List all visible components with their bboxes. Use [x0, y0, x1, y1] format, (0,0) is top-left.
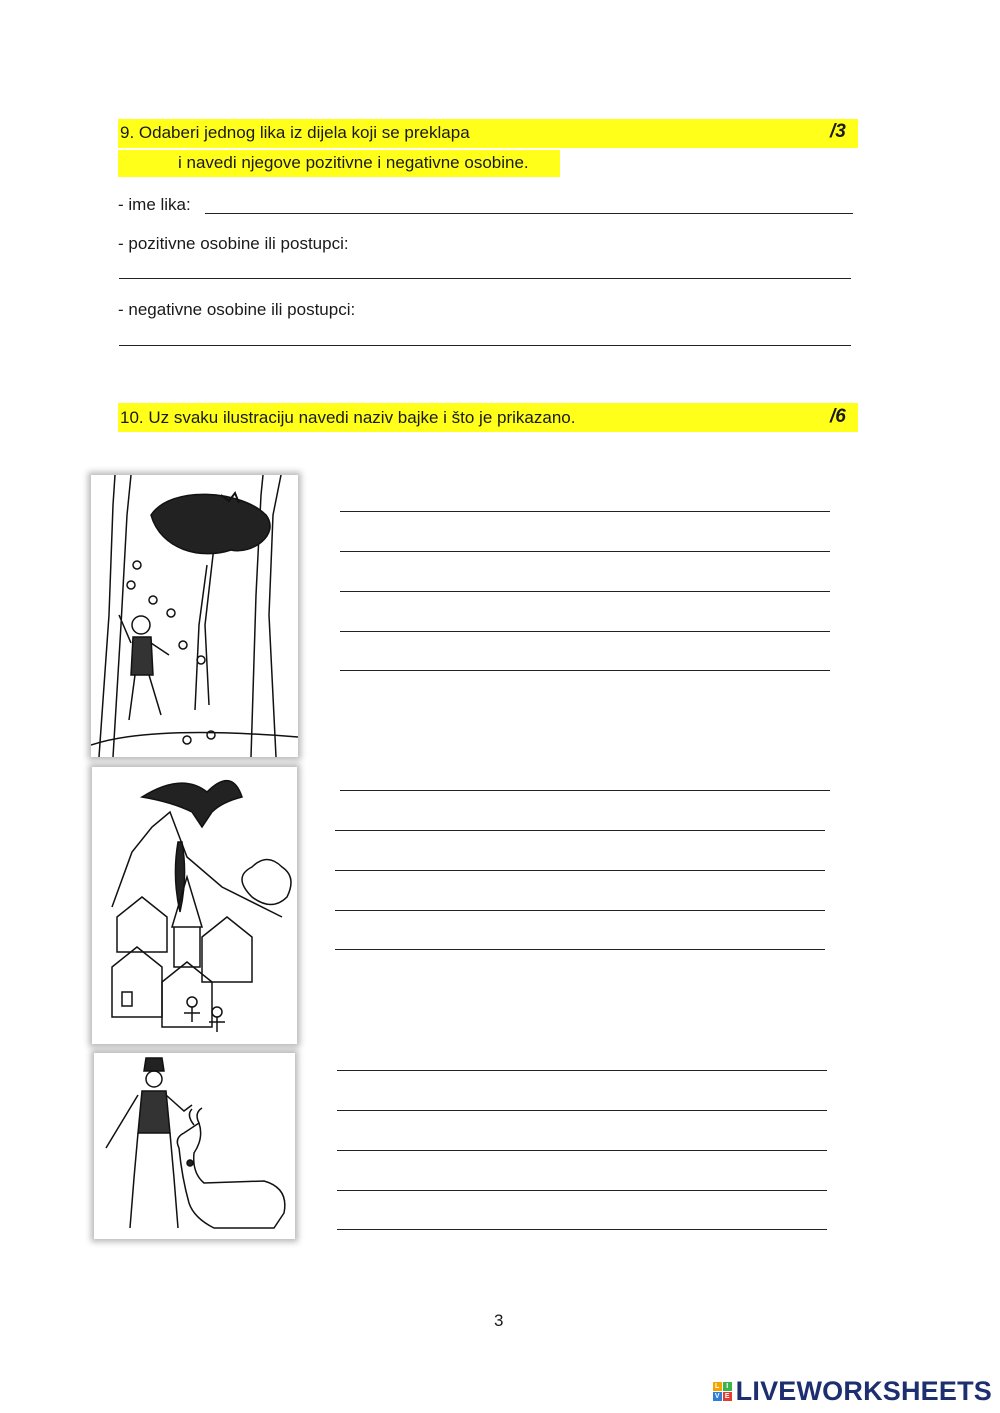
negative-traits-answer-line[interactable] [119, 345, 851, 346]
answer-line[interactable] [337, 1190, 827, 1191]
answer-line[interactable] [340, 790, 830, 791]
answer-line[interactable] [335, 949, 825, 950]
logo-letter: V [713, 1392, 722, 1401]
answer-line[interactable] [340, 631, 830, 632]
logo-letter: L [713, 1382, 722, 1391]
logo-letter: E [723, 1392, 732, 1401]
logo-icon [713, 1382, 732, 1401]
character-name-answer-line[interactable] [205, 213, 853, 214]
q9-points: /3 [830, 121, 846, 142]
illustration-forest-man [91, 475, 298, 757]
answer-line[interactable] [340, 511, 830, 512]
answer-line[interactable] [340, 551, 830, 552]
positive-traits-label: - pozitivne osobine ili postupci: [118, 234, 349, 253]
q9-prompt-line2: i navedi njegove pozitivne i negativne osobine. [178, 153, 529, 172]
q9-prompt-line1: 9. Odaberi jednog lika iz dijela koji se preklapa [120, 123, 470, 142]
positive-traits-answer-line[interactable] [119, 278, 851, 279]
logo-letter: I [723, 1382, 732, 1391]
answer-line[interactable] [340, 591, 830, 592]
liveworksheets-logo [713, 1376, 992, 1407]
answer-line[interactable] [335, 910, 825, 911]
negative-traits-label: - negativne osobine ili postupci: [118, 300, 356, 319]
q10-points: /6 [830, 406, 846, 427]
illustration-man-goat [94, 1053, 295, 1239]
answer-line[interactable] [337, 1150, 827, 1151]
answer-line[interactable] [335, 870, 825, 871]
character-name-label: - ime lika: [118, 195, 191, 214]
page-number: 3 [494, 1311, 504, 1330]
illustration-eagle-village [92, 767, 297, 1044]
answer-line[interactable] [337, 1070, 827, 1071]
answer-line[interactable] [340, 670, 830, 671]
logo-text: LIVEWORKSHEETS [735, 1376, 992, 1406]
answer-line[interactable] [337, 1229, 827, 1230]
answer-line[interactable] [337, 1110, 827, 1111]
q10-prompt: 10. Uz svaku ilustraciju navedi naziv bajke i što je prikazano. [120, 408, 576, 427]
answer-line[interactable] [335, 830, 825, 831]
